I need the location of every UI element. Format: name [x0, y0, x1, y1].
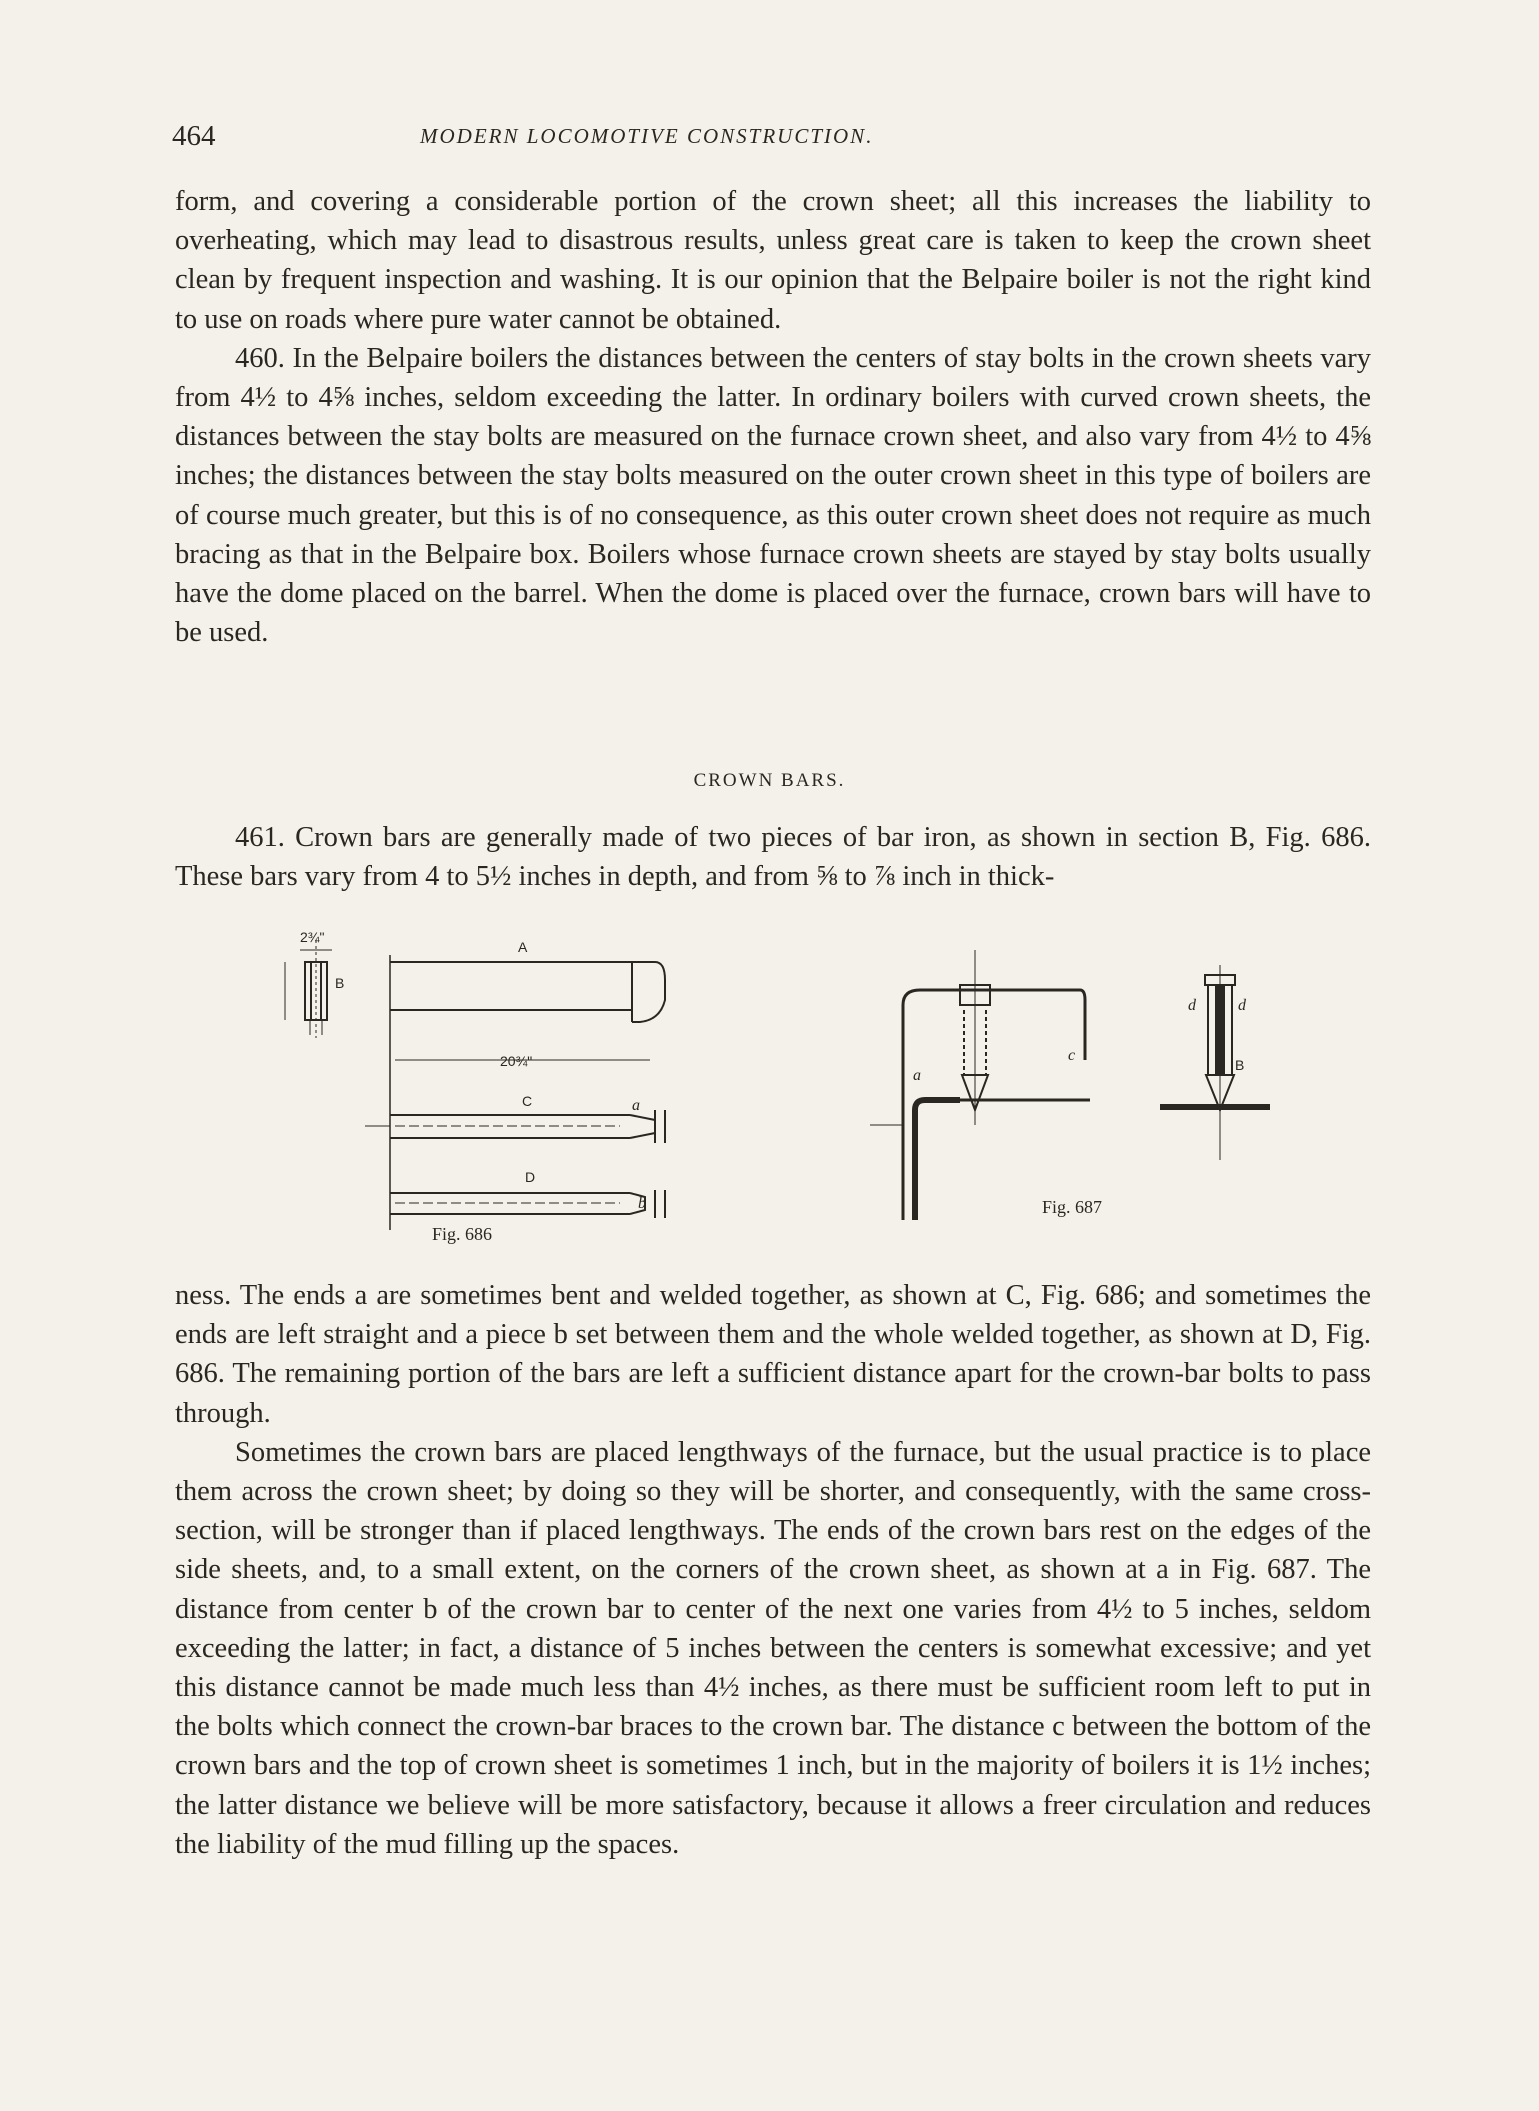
label-c-furnace: c [1068, 1047, 1076, 1064]
label-dim-length: 20¾" [500, 1053, 533, 1069]
crown-bar-d-drawing [390, 1190, 665, 1218]
label-a-end: a [632, 1097, 640, 1114]
label-a-bar: A [518, 939, 528, 955]
text-block-middle [175, 818, 1371, 896]
text-block-lower [175, 1276, 1371, 1864]
label-b-detail: B [1235, 1057, 1245, 1073]
fig686-caption: Fig. 686 [432, 1224, 493, 1244]
section-heading: CROWN BARS. [693, 770, 846, 791]
figures-686-687 [260, 910, 1280, 1250]
furnace-section-drawing [870, 950, 1090, 1220]
paragraph-5: Sometimes the crown bars are placed lengthways of the furnace, but the usual practice is to place them across the crown sheet; by doing so they will be shorter, and consequently, with the same cross-section, will be stronger than if placed lengthways. The ends of the crown bars rest on the edges of the side sheets, and, to a small extent, on the corners of the crown sheet, as shown at a in Fig. 687. The distance from center b of the crown bar to center of the next one varies from 4½ to 5 inches, seldom exceeding the latter; in fact, a distance of 5 inches between the centers is somewhat excessive; and yet this distance cannot be made much less than 4½ inches, as there must be sufficient room left to put in the bolts which connect the crown-bar braces to the crown bar. The distance c between the bottom of the crown bars and the top of crown sheet is sometimes 1 inch, but in the majority of boilers it is 1½ inches; the latter distance we believe will be more satisfactory, because it allows a freer circulation and reduces the liability of the mud filling up the spaces. [175, 1436, 1371, 1860]
paragraph-3: 461. Crown bars are generally made of two pieces of bar iron, as shown in section B, Fig. 686. These bars vary from 4 to 5½ inches in depth, and from ⅝ to ⅞ inch in thick- [175, 822, 1371, 893]
label-d-bar: D [525, 1169, 536, 1185]
page-number: 464 [172, 120, 216, 152]
paragraph-2: 460. In the Belpaire boilers the distances between the centers of stay bolts in the crown sheets vary from 4½ to 4⅝ inches, seldom exceeding the latter. In ordinary boilers with curved crown sheets, the distances between the stay bolts are measured on the furnace crown sheet, and also vary from 4½ to 4⅝ inches; the distances between the stay bolts measured on the outer crown sheet in this type of boilers are of course much greater, but this is of no consequence, as this outer crown sheet does not require as much bracing as that in the Belpaire box. Boilers whose furnace crown sheets are stayed by stay bolts usually have the dome placed on the barrel. When the dome is placed over the furnace, crown bars will have to be used. [175, 342, 1371, 649]
paragraph-1: form, and covering a considerable portion of the crown sheet; all this increases the liability to overheating, which may lead to disastrous results, unless great care is taken to keep the crown sheet clean by frequent inspection and washing. It is our opinion that the Belpaire boiler is not the right kind to use on roads where pure water cannot be obtained. [175, 186, 1371, 335]
section-b-drawing [285, 940, 332, 1038]
fig687-caption: Fig. 687 [1042, 1197, 1103, 1217]
paragraph-4: ness. The ends a are sometimes bent and welded together, as shown at C, Fig. 686; and sometimes the ends are left straight and a piece b set between them and the whole welded together, as shown at D, Fig. 686. The remaining portion of the bars are left a sufficient distance apart for the crown-bar bolts to pass through. [175, 1280, 1371, 1429]
label-b-section: B [335, 975, 345, 991]
label-b-piece: b [638, 1195, 646, 1212]
label-a-furnace: a [913, 1067, 921, 1084]
crown-bar-c-drawing [365, 1110, 665, 1143]
label-c-bar: C [522, 1093, 533, 1109]
running-title: MODERN LOCOMOTIVE CONSTRUCTION. [420, 124, 874, 148]
crown-bar-detail-drawing [1160, 965, 1270, 1160]
text-block-upper [175, 182, 1371, 652]
label-dim-top: 2¾" [300, 929, 325, 945]
label-d-left: d [1188, 997, 1196, 1014]
label-d-right: d [1238, 997, 1246, 1014]
